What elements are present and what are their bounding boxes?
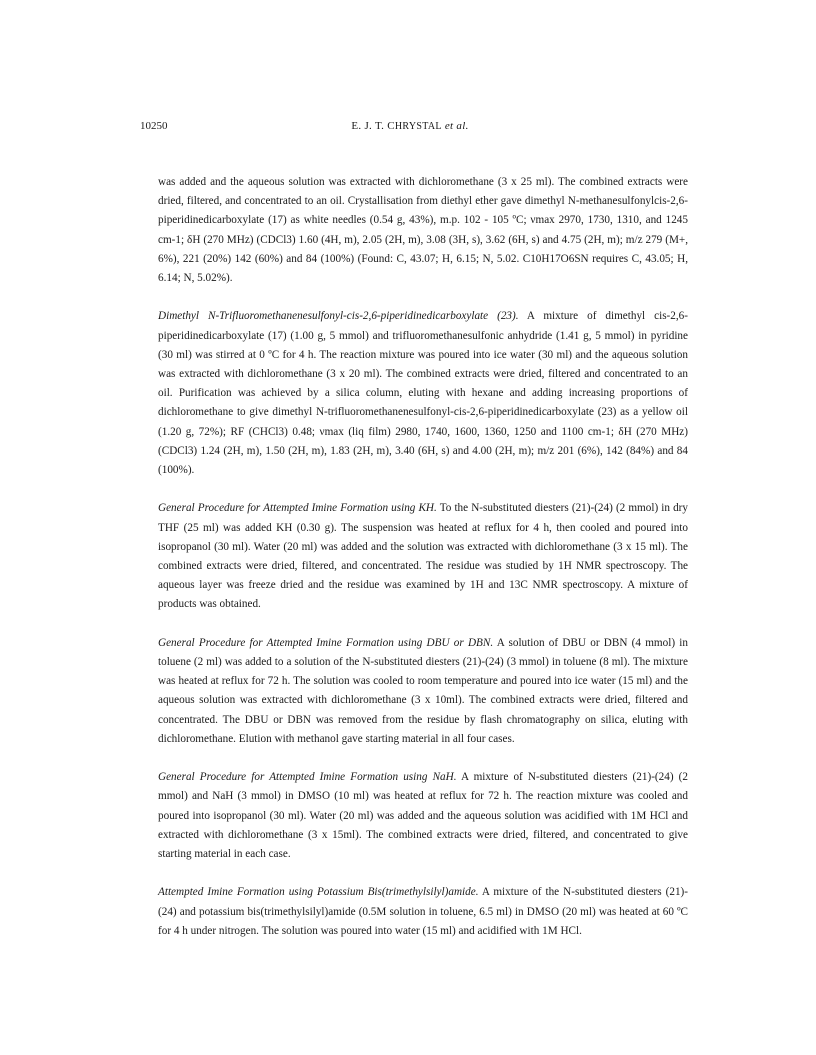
paragraph-text: A mixture of the N-substituted diesters (21)-(24) and potassium bis(trimethylsilyl)amide (0.5M solution in toluene, 6.5 ml) in DMSO (20 ml) was heated at 60 ºC for 4 h under nitrogen. The solution was poured into water (15 ml) and acidified with 1M HCl. xyxy=(158,886,688,937)
paragraph-dbu-dbn-procedure xyxy=(158,634,688,749)
paragraph-text: A mixture of N-substituted diesters (21)-(24) (2 mmol) and NaH (3 mmol) in DMSO (10 ml) was heated at reflux for 72 h. The reaction mixture was cooled and poured into isopropanol (30 ml). Water (20 ml) was added and the aqueous solution was acidified with 1M HCl and extracted with dichloromethane (3 x 15ml). The combined extracts were dried, filtered, and concentrated to give starting material in each case. xyxy=(158,771,688,861)
paragraph-heading: General Procedure for Attempted Imine Formation using NaH. xyxy=(158,771,457,784)
paragraph-heading: General Procedure for Attempted Imine Formation using KH. xyxy=(158,502,437,515)
paragraph-compound-23 xyxy=(158,307,688,480)
paragraph-heading: Dimethyl N-Trifluoromethanenesulfonyl-cis-2,6-piperidinedicarboxylate (23). xyxy=(158,310,519,323)
paragraph-text: To the N-substituted diesters (21)-(24) (2 mmol) in dry THF (25 ml) was added KH (0.30 g). The suspension was heated at reflux for 4 h, then cooled and poured into isopropanol (30 ml). Water (20 ml) was added and the solution was extracted with dichloromethane (3 x 15 ml). The combined extracts were dried, filtered, and concentrated. The residue was studied by 1H NMR spectroscopy. The aqueous layer was freeze dried and the residue was examined by 1H and 13C NMR spectroscopy. A mixture of products was obtained. xyxy=(158,502,688,611)
paragraph-compound-17-data xyxy=(158,173,688,288)
running-head: E. J. T. CHRYSTAL et al. xyxy=(351,120,469,132)
paragraph-text: A mixture of dimethyl cis-2,6-piperidinedicarboxylate (17) (1.00 g, 5 mmol) and trifluoromethanesulfonic anhydride (1.41 g, 5 mmol) in pyridine (30 ml) was stirred at 0 ºC for 4 h. The reaction mixture was poured into ice water (30 ml) and the aqueous solution was extracted with dichloromethane (3 x 20 ml). The combined extracts were dried, filtered and concentrated to an oil. Purification was achieved by a silica column, eluting with hexane and adding increasing proportions of dichloromethane to give dimethyl N-trifluoromethanenesulfonyl-cis-2,6-piperidinedicarboxylate (23) as a yellow oil (1.20 g, 72%); RF (CHCl3) 0.48; νmax (liq film) 2980, 1740, 1600, 1360, 1250 and 1100 cm-1; δH (270 MHz) (CDCl3) 1.24 (2H, m), 1.50 (2H, m), 1.83 (2H, m), 3.40 (6H, s) and 4.00 (2H, m); m/z 201 (6%), 142 (84%) and 84 (100%). xyxy=(158,310,688,477)
paragraph-nah-procedure xyxy=(158,768,688,864)
page-number: 10250 xyxy=(140,120,168,132)
paragraph-kh-procedure xyxy=(158,499,688,614)
paragraph-heading: Attempted Imine Formation using Potassium Bis(trimethylsilyl)amide. xyxy=(158,886,479,899)
paragraph-text: A solution of DBU or DBN (4 mmol) in toluene (2 ml) was added to a solution of the N-substituted diesters (21)-(24) (3 mmol) in toluene (8 ml). The mixture was heated at reflux for 72 h. The solution was cooled to room temperature and poured into ice water (15 ml) and the aqueous solution was extracted with dichloromethane (3 x 10ml). The combined extracts were dried, filtered and concentrated. The DBU or DBN was removed from the residue by flash chromatography on silica, eluting with dichloromethane. Elution with methanol gave starting material in all four cases. xyxy=(158,636,689,745)
running-header xyxy=(140,120,680,136)
article-body xyxy=(158,173,688,941)
paragraph-khmds-procedure xyxy=(158,883,688,941)
paragraph-heading: General Procedure for Attempted Imine Formation using DBU or DBN. xyxy=(158,636,494,649)
paragraph-text: was added and the aqueous solution was extracted with dichloromethane (3 x 25 ml). The combined extracts were dried, filtered, and concentrated to an oil. Crystallisation from diethyl ether gave dimethyl N-methanesulfonylcis-2,6-piperidinedicarboxylate (17) as white needles (0.54 g, 43%), m.p. 102 - 105 ºC; νmax 2970, 1730, 1310, and 1245 cm-1; δH (270 MHz) (CDCl3) 1.60 (4H, m), 2.05 (2H, m), 3.08 (3H, s), 3.62 (6H, s) and 4.75 (2H, m); m/z 279 (M+, 6%), 221 (20%) 142 (60%) and 84 (100%) (Found: C, 43.07; H, 6.15; N, 5.02. C10H17O6SN requires C, 43.05; H, 6.14; N, 5.02%). xyxy=(158,176,688,285)
